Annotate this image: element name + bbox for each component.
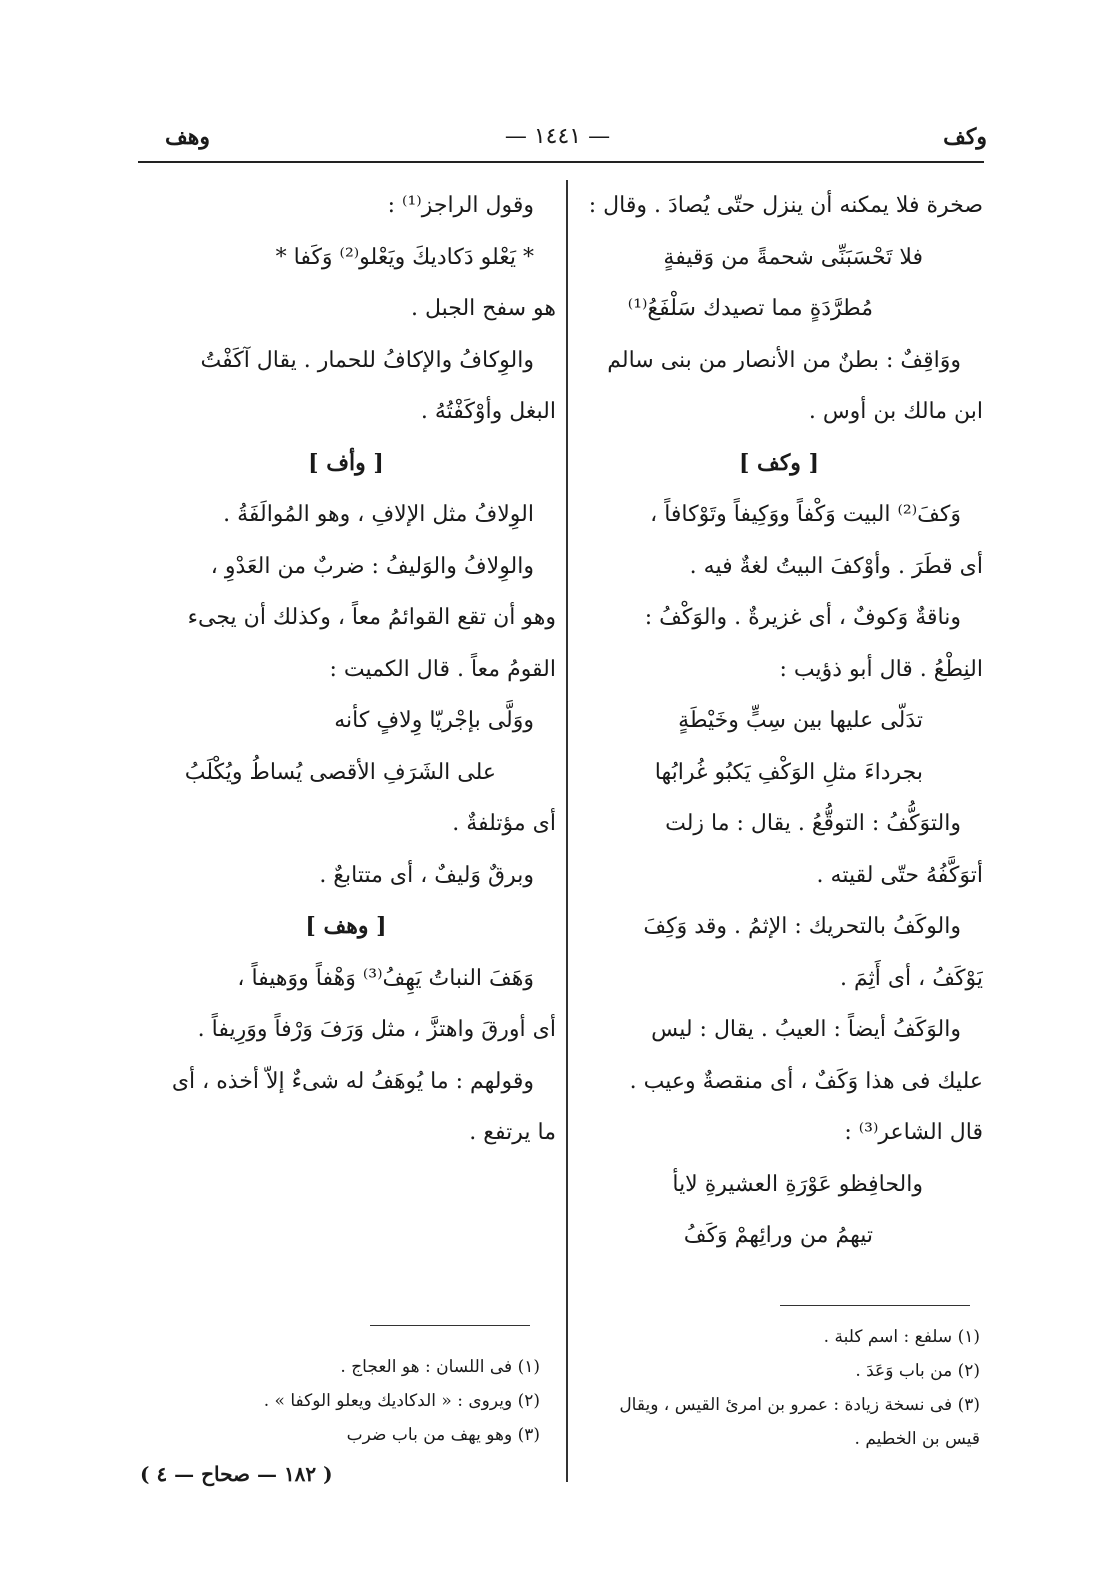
- text-line: عليك فى هذا وَكَفٌ ، أى منقصةٌ وعيب .: [629, 1068, 983, 1094]
- text-line: وَكفَ⁽²⁾ البيت وَكْفاً ووَكِيفاً وتَوْكافاً ،: [650, 502, 961, 527]
- text-line: أى قطَرَ . وأوْكفَ البيتُ لغةٌ فيه .: [689, 553, 983, 579]
- footnotes-left: [140, 1350, 540, 1452]
- text-line: والوِلافُ والوَليفُ : ضربٌ من العَدْوِ ،: [210, 553, 534, 579]
- text-line: وقولهم : ما يُوهَفُ له شىءٌ إلاّ أخذه ، أى: [171, 1068, 534, 1094]
- verse-line: ووَلَّى بإجْريّا وِلافٍ كأنه: [334, 708, 534, 733]
- text-line: والتوَكُّفُ : التوقُّعُ . يقال : ما زلت: [665, 811, 961, 836]
- text-line: البغل وأوْكَفْتُهُ .: [420, 399, 556, 424]
- verse-line: والحافِظو عَوْرَةِ العشيرةِ لايأ: [672, 1171, 923, 1197]
- left-column: [136, 180, 556, 1159]
- footnote: (٢) ويروى : « الدكاديك ويعلو الوكفا » .: [263, 1391, 540, 1411]
- text-line: والوِكافُ والإكافُ للحمار . يقال آكَفْتُ: [200, 347, 534, 373]
- footnotes-right: [580, 1320, 980, 1456]
- text-line: أتوَكَّفُهُ حتّى لقيته .: [816, 862, 983, 888]
- verse-line: على الشَرَفِ الأقصى يُساطُ ويُكْلَبُ: [184, 759, 496, 785]
- printer-signature: ( ١٨٢ — صحاح — ٤ ): [140, 1462, 333, 1486]
- column-divider: [566, 180, 568, 1482]
- verse-line: * يَعْلو دَكاديكَ ويَعْلو⁽²⁾ وَكَفا *: [275, 244, 534, 270]
- text-line: صخرة فلا يمكنه أن ينزل حتّى يُصادَ . وقال :: [588, 193, 983, 218]
- text-line: والوَكَفُ أيضاً : العيبُ . يقال : ليس: [651, 1017, 961, 1042]
- entry-heading-wakaf: [ وكف ]: [738, 449, 819, 476]
- text-line: ووَاقِفٌ : بطنٌ من الأنصار من بنى سالم: [607, 347, 961, 373]
- verse-line: فلا تَحْسَبَنِّى شحمةً من وَقيفةٍ: [663, 244, 923, 270]
- text-line: وناقةٌ وَكوفٌ ، أى غزيرةٌ . والوَكْفُ :: [644, 605, 961, 630]
- footnote: قيس بن الخطيم .: [854, 1429, 980, 1449]
- text-line: يَوْكَفُ ، أى أَثِمَ .: [839, 965, 983, 991]
- verse-line: بجرداءَ مثلِ الوَكْفِ يَكبُو غُرابُها: [654, 759, 923, 785]
- text-line: النِطْعُ . قال أبو ذؤيب :: [779, 656, 983, 682]
- footnote: (١) سلفع : اسم كلبة .: [823, 1327, 980, 1347]
- verse-line: مُطرَّدَةٍ مما تصيدك سَلْفَعُ⁽¹⁾: [627, 296, 873, 321]
- text-line: هو سفح الجبل .: [410, 296, 556, 321]
- text-line: والوكَفُ بالتحريك : الإثمُ . وقد وَكِفَ: [643, 914, 961, 939]
- text-line: القومُ معاً . قال الكميت :: [329, 656, 556, 682]
- footnote: (٣) فى نسخة زيادة : عمرو بن امرئ القيس ، ويقال: [619, 1395, 980, 1415]
- right-column: [575, 180, 983, 1262]
- text-line: وقول الراجز⁽¹⁾ :: [387, 193, 534, 218]
- footnote-rule-right: [780, 1305, 970, 1306]
- footnote-rule-left: [370, 1325, 530, 1326]
- text-line: وهو أن تقع القوائمُ معاً ، وكذلك أن يجىء: [187, 605, 556, 630]
- footnote: (١) فى اللسان : هو العجاج .: [340, 1357, 540, 1377]
- footnote: (٢) من باب وَعَدَ .: [855, 1361, 980, 1381]
- verse-line: تدَلّى عليها بين سِبٍّ وخَيْطَةٍ: [678, 708, 923, 733]
- page-number: — ١٤٤١ —: [504, 124, 611, 149]
- entry-heading-wahaf: [ وهف ]: [305, 913, 387, 939]
- entry-heading-waaf: [ وأف ]: [308, 449, 384, 476]
- header-rule: [138, 161, 984, 163]
- text-line: قال الشاعر⁽³⁾ :: [844, 1120, 983, 1145]
- text-line: الوِلافُ مثل الإلافِ ، وهو المُوالَفَةُ .: [223, 502, 534, 527]
- text-line: أى مؤتلفةٌ .: [452, 811, 556, 836]
- verse-line: تيهمُ من ورائِهمْ وَكَفُ: [683, 1223, 873, 1248]
- header-right-word: وكف: [943, 124, 987, 150]
- text-line: وبرقٌ وَليفٌ ، أى متتابعٌ .: [319, 862, 534, 888]
- text-line: وَهَفَ النباتُ يَهِفُ⁽³⁾ وَهْفاً ووَهيفاً ،: [237, 965, 534, 991]
- text-line: أى أورقَ واهتزَّ ، مثل وَرَفَ وَرْفاً ووَرِيفاً .: [197, 1017, 556, 1042]
- footnote: (٣) وهو يهف من باب ضرب: [346, 1425, 540, 1445]
- text-line: ابن مالك بن أوس .: [808, 399, 983, 424]
- text-line: ما يرتفع .: [469, 1120, 556, 1145]
- header-left-word: وهف: [165, 124, 210, 150]
